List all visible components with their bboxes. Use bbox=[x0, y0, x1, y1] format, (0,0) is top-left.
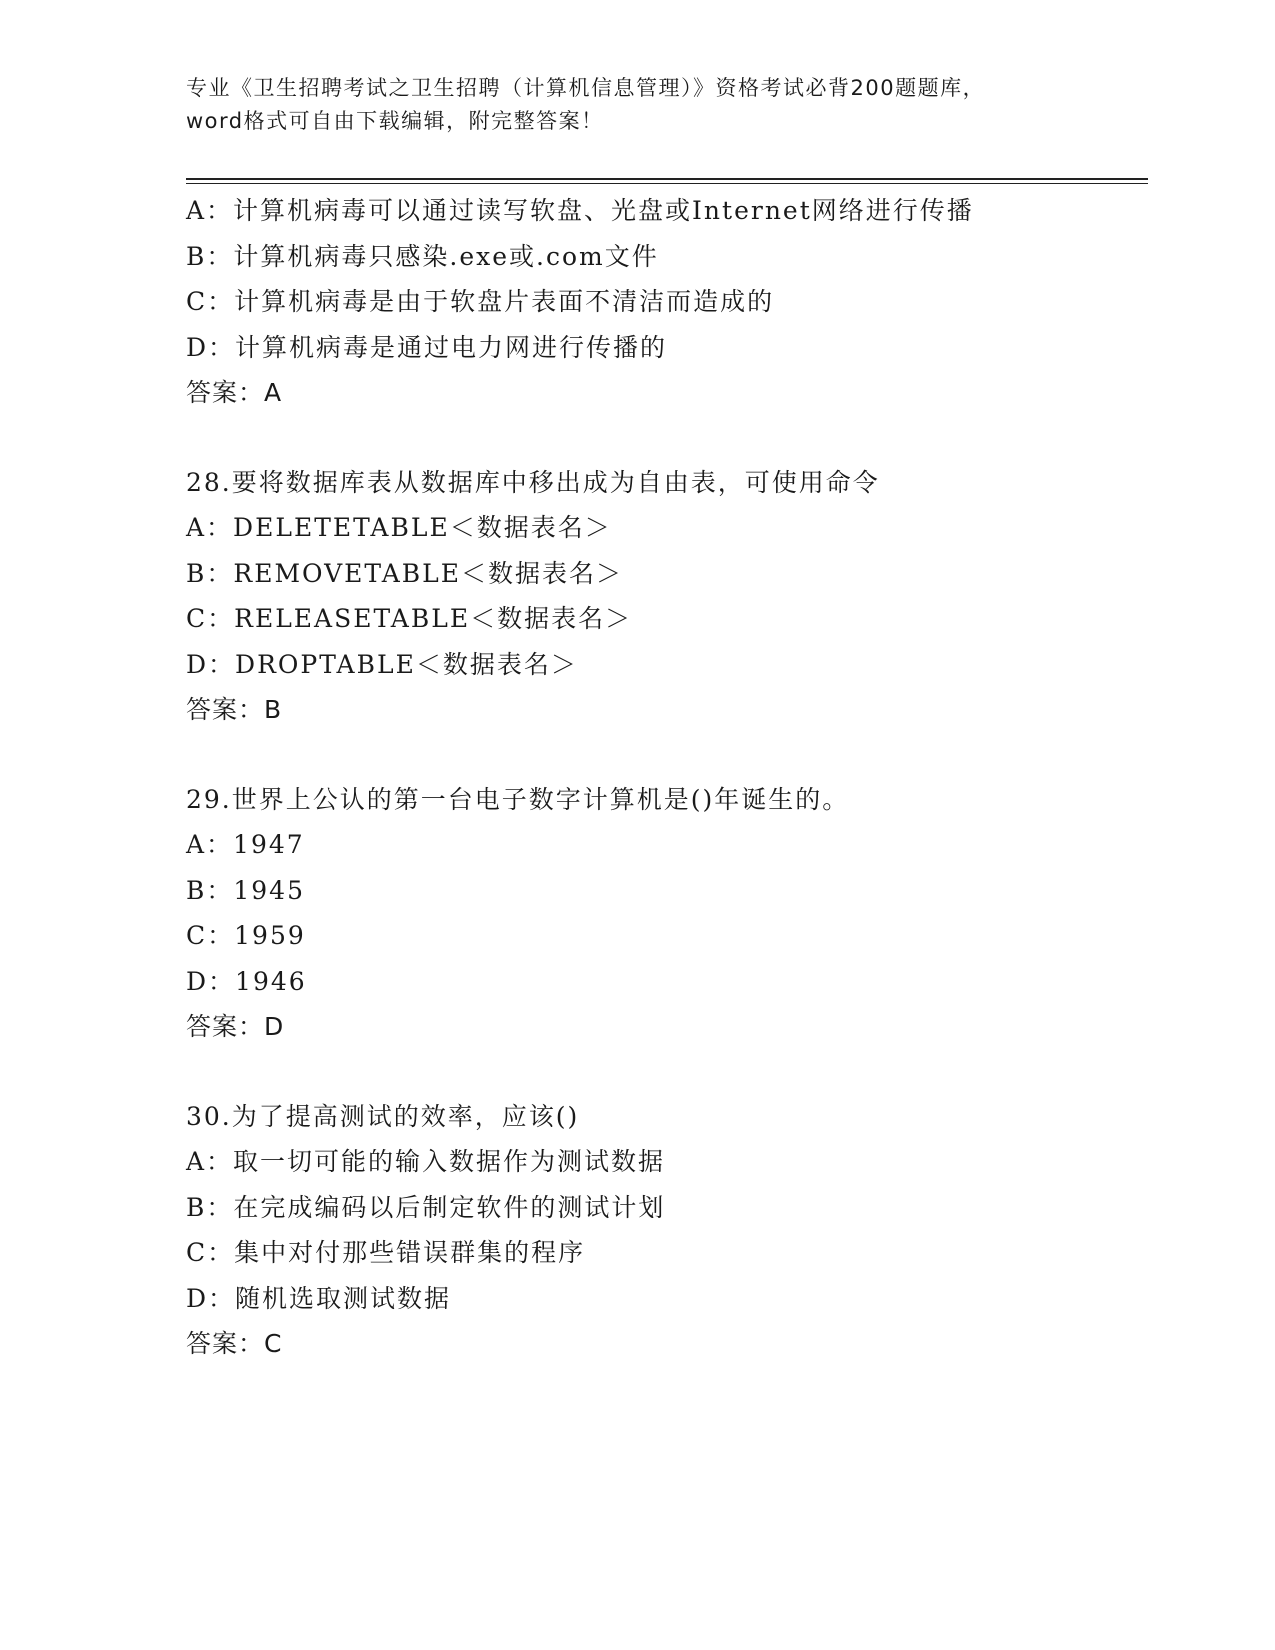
answer: 答案：D bbox=[186, 1012, 285, 1041]
question-stem: 29.世界上公认的第一台电子数字计算机是()年诞生的。 bbox=[186, 784, 850, 814]
option-a: A：计算机病毒可以通过读写软盘、光盘或Internet网络进行传播 bbox=[186, 196, 974, 225]
question-list bbox=[186, 188, 1146, 1367]
question-29 bbox=[186, 777, 1146, 1050]
option-a: A：取一切可能的输入数据作为测试数据 bbox=[186, 1147, 666, 1176]
question-27 bbox=[186, 188, 1146, 416]
answer: 答案：A bbox=[186, 378, 283, 407]
option-b: B：计算机病毒只感染.exe或.com文件 bbox=[186, 241, 659, 271]
header-line-1: 专业《卫生招聘考试之卫生招聘（计算机信息管理）》资格考试必背200题题库， bbox=[186, 76, 986, 100]
option-b: B：REMOVETABLE＜数据表名＞ bbox=[186, 558, 623, 588]
option-b: B：1945 bbox=[186, 875, 305, 905]
option-c: C：1959 bbox=[186, 921, 306, 950]
option-a: A：1947 bbox=[186, 830, 305, 859]
option-d: D：DROPTABLE＜数据表名＞ bbox=[186, 649, 578, 679]
option-a: A：DELETETABLE＜数据表名＞ bbox=[186, 513, 612, 542]
option-c: C：RELEASETABLE＜数据表名＞ bbox=[186, 604, 633, 633]
question-30 bbox=[186, 1094, 1146, 1367]
option-c: C：集中对付那些错误群集的程序 bbox=[186, 1238, 586, 1267]
option-d: D：随机选取测试数据 bbox=[186, 1283, 452, 1313]
question-stem: 28.要将数据库表从数据库中移出成为自由表，可使用命令 bbox=[186, 467, 880, 497]
option-d: D：1946 bbox=[186, 966, 307, 996]
option-c: C：计算机病毒是由于软盘片表面不清洁而造成的 bbox=[186, 287, 775, 316]
header-line-2: word格式可自由下载编辑，附完整答案！ bbox=[186, 109, 604, 133]
question-stem: 30.为了提高测试的效率，应该() bbox=[186, 1101, 580, 1131]
answer: 答案：B bbox=[186, 695, 283, 724]
header-divider-thick bbox=[186, 178, 1148, 180]
document-header bbox=[186, 72, 1086, 138]
option-b: B：在完成编码以后制定软件的测试计划 bbox=[186, 1192, 666, 1222]
option-d: D：计算机病毒是通过电力网进行传播的 bbox=[186, 332, 668, 362]
header-divider-thin bbox=[186, 183, 1148, 184]
answer: 答案：C bbox=[186, 1329, 283, 1358]
question-28 bbox=[186, 460, 1146, 733]
